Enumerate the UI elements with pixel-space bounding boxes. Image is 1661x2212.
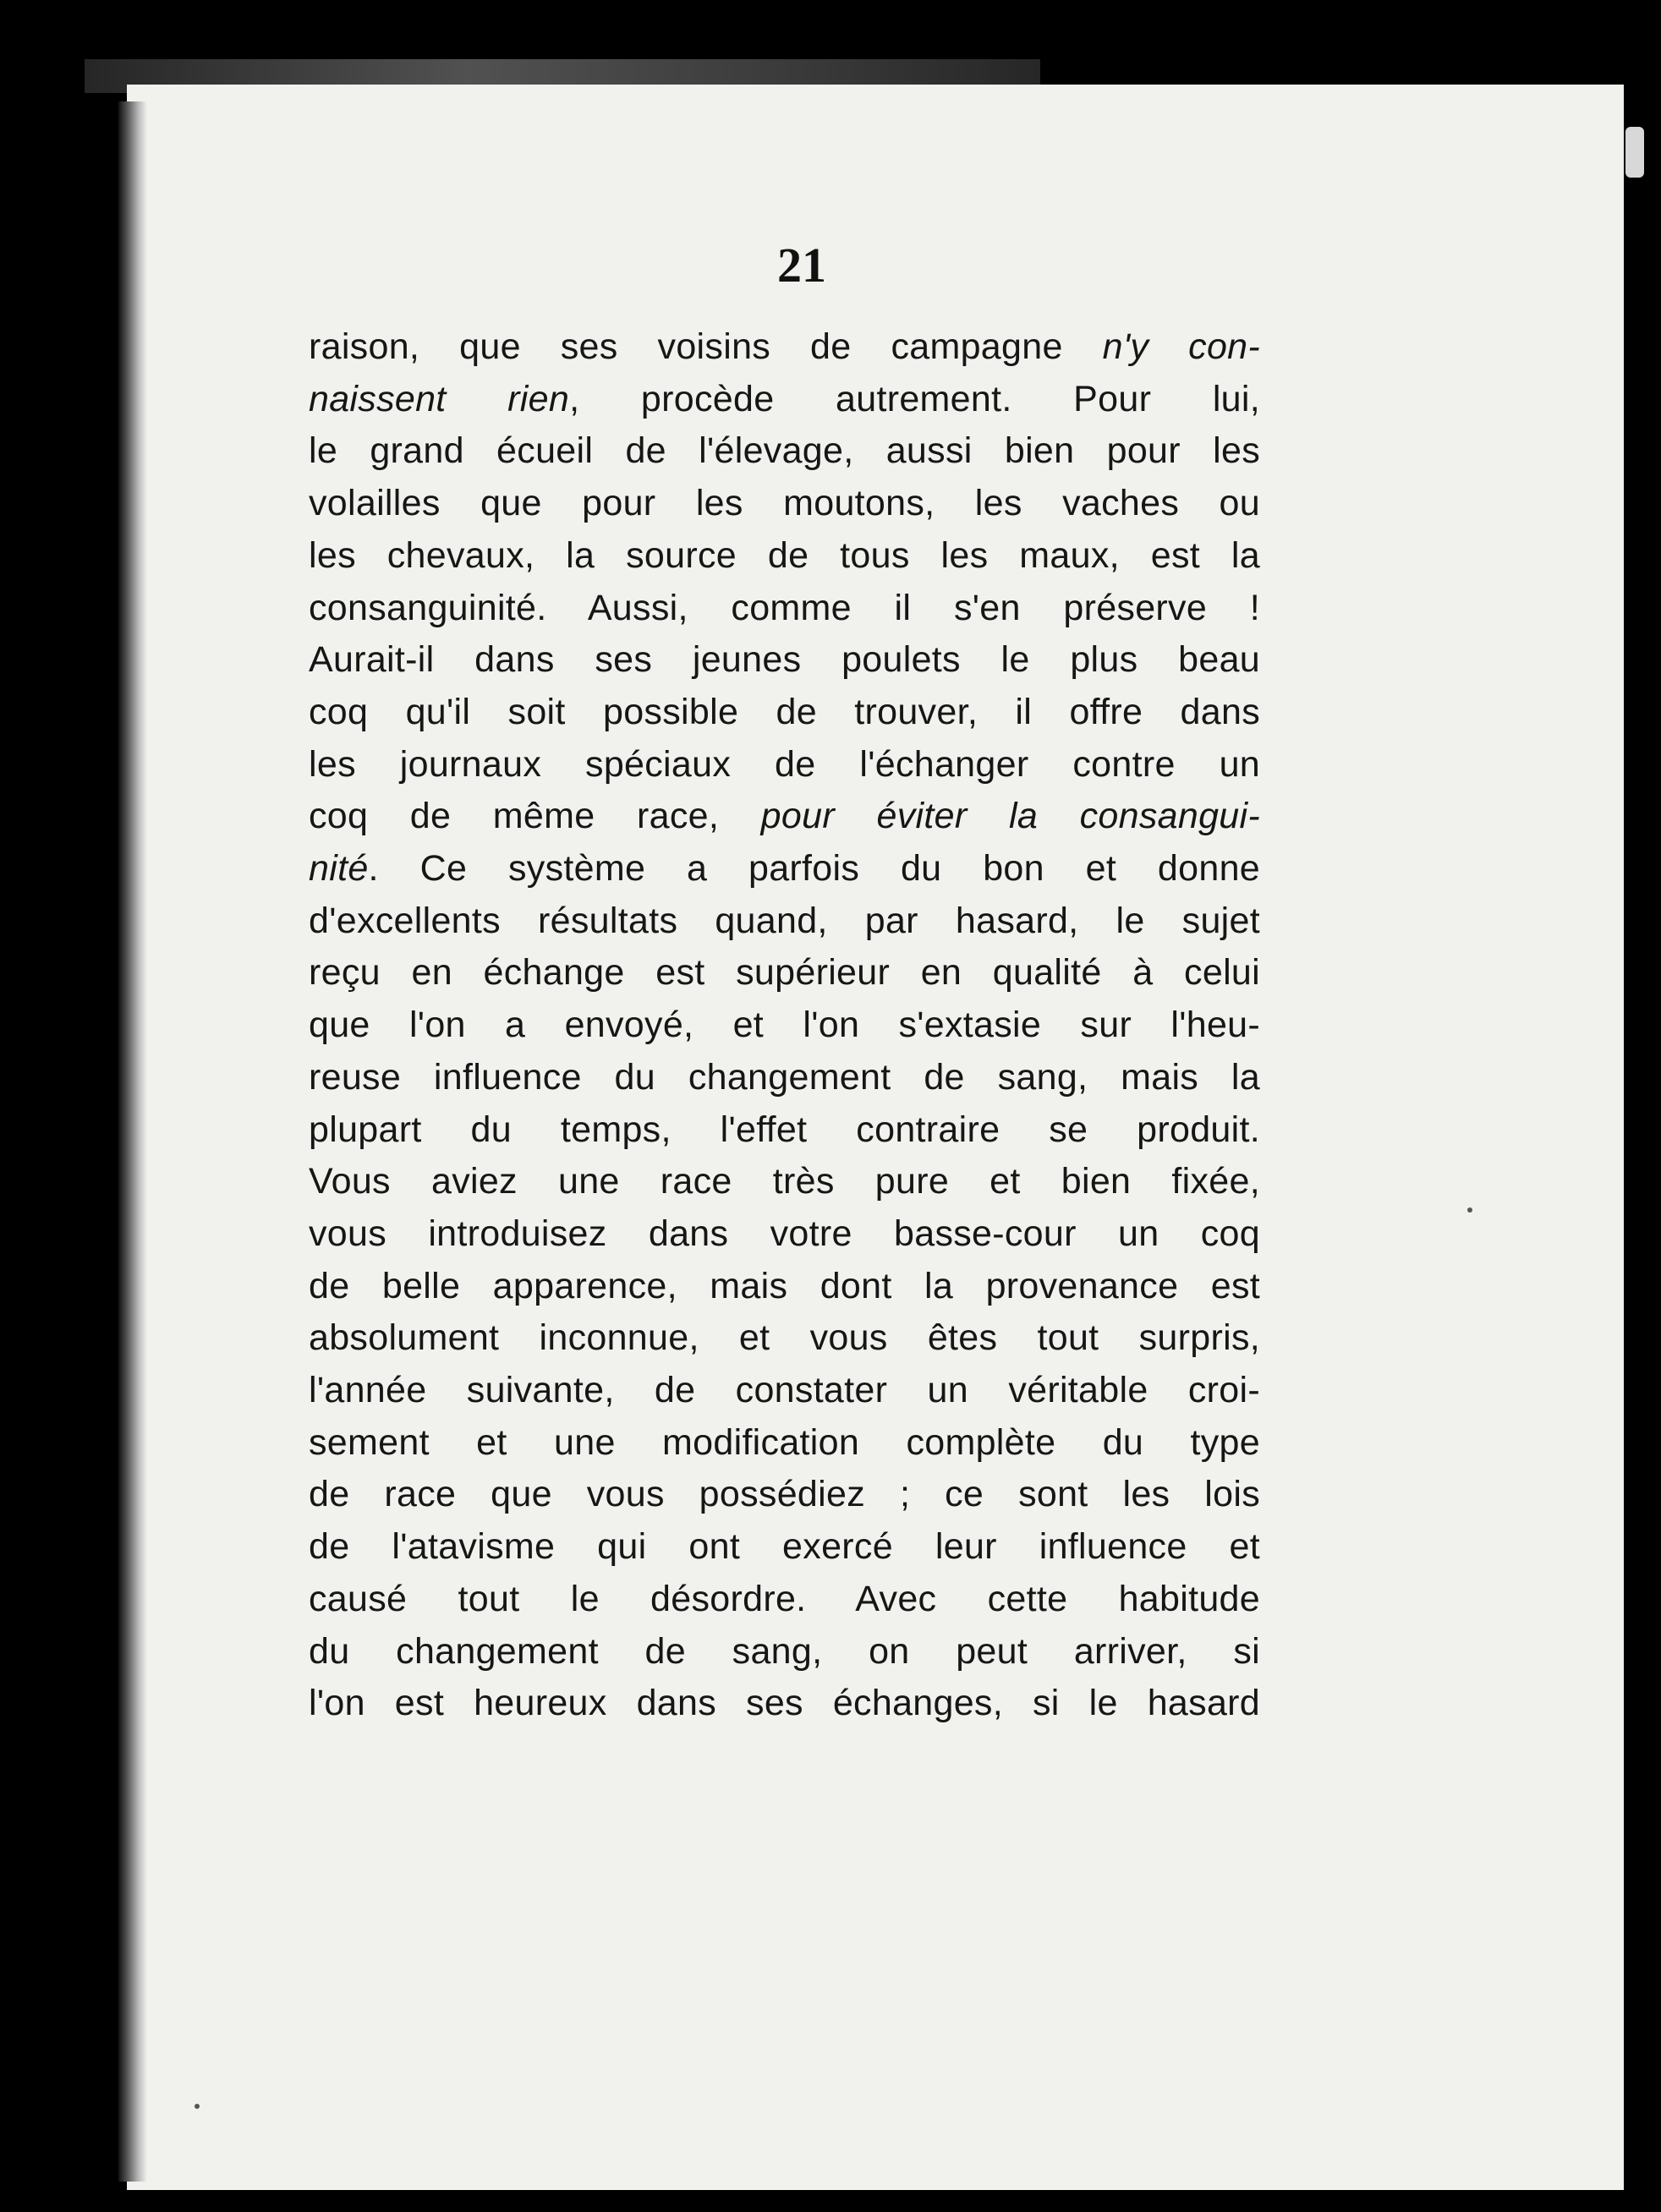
text-segment: du changement de sang, on peut arriver, si [309,1630,1260,1672]
text-line [309,634,1260,687]
page-number: 21 [777,238,826,293]
text-segment: Vous aviez une race très pure et bien fixée, [309,1161,1260,1202]
text-segment: de belle apparence, mais dont la provenance est [309,1265,1260,1306]
text-line [309,791,1260,843]
text-segment: de race que vous possédiez ; ce sont les lois [309,1474,1260,1515]
text-segment: Aurait-il dans ses jeunes poulets le plus beau [309,639,1260,681]
text-line [309,374,1260,426]
text-line [309,321,1260,374]
text-segment: que l'on a envoyé, et l'on s'extasie sur l'heu- [309,1005,1260,1046]
text-segment: coq de même race, [309,796,761,837]
text-segment: coq qu'il soit possible de trouver, il offre dans [309,691,1260,732]
text-segment: les journaux spéciaux de l'échanger contre un [309,743,1260,785]
text-segment: l'on est heureux dans ses échanges, si le hasard [309,1683,1260,1724]
text-segment: absolument inconnue, et vous êtes tout surpris, [309,1317,1260,1359]
edge-mark [1625,127,1644,178]
text-line [309,1208,1260,1261]
text-segment: reuse influence du changement de sang, mais la [309,1056,1260,1098]
text-line [309,687,1260,739]
text-segment: de l'atavisme qui ont exercé leur influence et [309,1526,1260,1568]
italic-text-segment: pour éviter la consangui- [760,796,1260,837]
text-segment: d'excellents résultats quand, par hasard, le sujet [309,900,1260,941]
text-line [309,1574,1260,1626]
italic-text-segment: n'y con- [1102,326,1260,367]
text-segment: consanguinité. Aussi, comme il s'en préserve ! [309,587,1260,628]
italic-text-segment: naissent rien [309,378,570,419]
text-segment: les chevaux, la source de tous les maux, est la [309,534,1260,576]
text-line [309,425,1260,478]
text-line [309,1417,1260,1470]
text-segment: plupart du temps, l'effet contraire se produit. [309,1109,1260,1150]
text-segment: raison, que ses voisins de campagne [309,326,1103,367]
text-segment: reçu en échange est supérieur en qualité à celui [309,952,1260,994]
page-body-text [309,321,1260,1730]
text-line [309,583,1260,635]
text-segment: vous introduisez dans votre basse-cour un coq [309,1213,1260,1254]
text-line [309,947,1260,999]
text-line [309,1156,1260,1208]
text-segment: volailles que pour les moutons, les vaches ou [309,483,1260,524]
text-line [309,999,1260,1052]
text-segment: sement et une modification complète du type [309,1421,1260,1463]
text-line [309,1469,1260,1521]
page-binding-shadow [118,101,147,2182]
text-segment: . Ce système a parfois du bon et donne [368,848,1260,890]
text-line [309,1365,1260,1417]
text-segment: , procède autrement. Pour lui, [569,378,1260,419]
text-segment: causé tout le désordre. Avec cette habitude [309,1578,1260,1619]
text-line [309,895,1260,948]
text-line [309,1052,1260,1104]
text-segment: l'année suivante, de constater un véritable croi- [309,1370,1260,1411]
speck [1467,1207,1472,1213]
text-line [309,478,1260,530]
text-line [309,1312,1260,1365]
text-line [309,1261,1260,1313]
text-line [309,843,1260,895]
text-line [309,1626,1260,1678]
text-line [309,530,1260,583]
text-line [309,1678,1260,1730]
text-line [309,1521,1260,1574]
text-segment: le grand écueil de l'élevage, aussi bien pour les [309,430,1260,472]
text-line [309,1104,1260,1157]
italic-text-segment: nité [309,848,369,890]
speck [195,2104,200,2109]
text-line [309,739,1260,791]
